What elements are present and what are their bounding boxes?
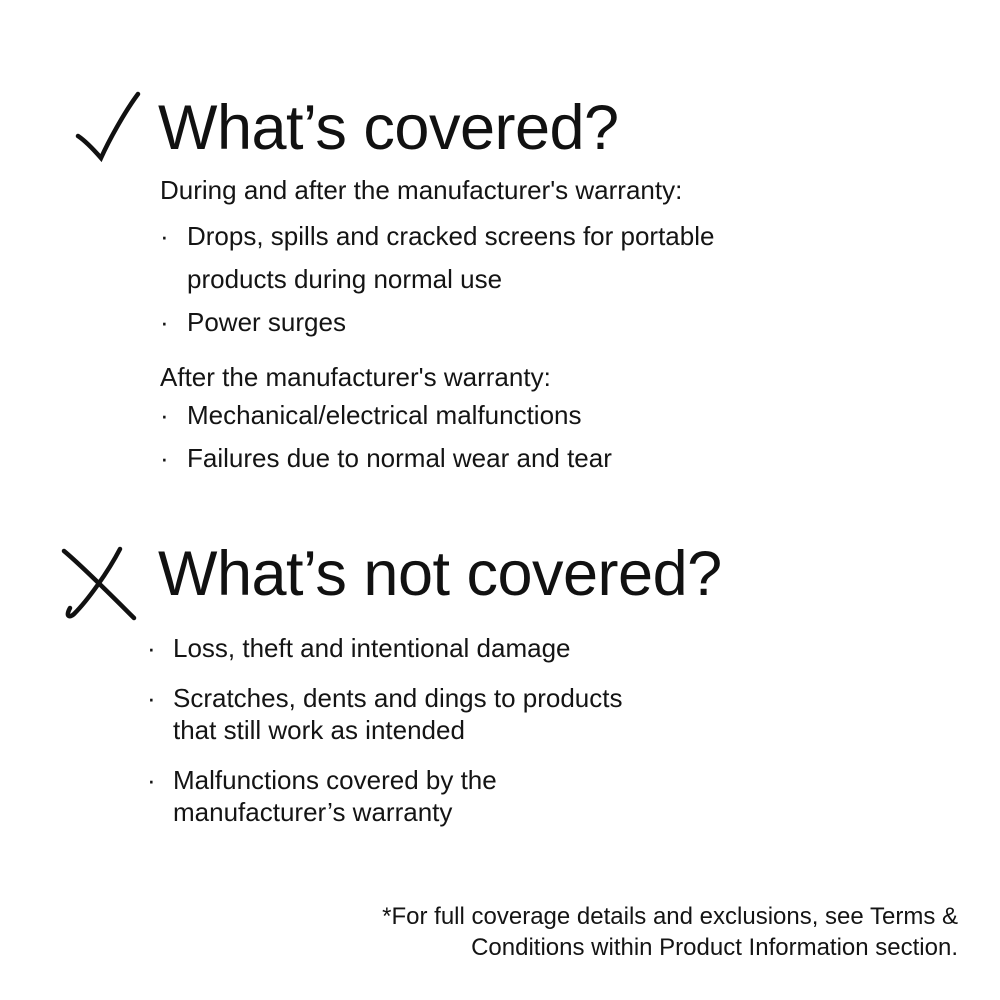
list-item [160, 301, 840, 344]
not-covered-section-title: What’s not covered? [158, 539, 722, 609]
not-covered-list [147, 632, 747, 846]
list-item-text: Loss, theft and intentional damage [173, 633, 571, 663]
list-item [160, 394, 840, 437]
list-item-text: Scratches, dents and dings to products that still work as intended [173, 683, 623, 745]
bullet-dot: · [160, 443, 169, 473]
list-item-text: Drops, spills and cracked screens for portable products during normal use [187, 221, 715, 294]
bullet-dot: · [160, 307, 169, 337]
bullet-dot: · [147, 765, 156, 795]
bullet-dot: · [147, 633, 156, 663]
list-item [147, 764, 747, 828]
list-item [147, 632, 747, 664]
list-item [160, 437, 840, 480]
footnote-line: *For full coverage details and exclusions, see Terms & [382, 903, 958, 930]
check-icon [64, 90, 142, 164]
covered-section-title: What’s covered? [158, 93, 619, 163]
list-item [147, 682, 747, 746]
covered-list-during [160, 215, 840, 344]
list-item [160, 215, 840, 301]
list-item-text: Failures due to normal wear and tear [187, 443, 612, 473]
covered-intro-after: After the manufacturer's warranty: [160, 362, 551, 392]
list-item-text: Mechanical/electrical malfunctions [187, 400, 582, 430]
covered-intro-during: During and after the manufacturer's warranty: [160, 175, 683, 205]
x-icon [52, 544, 140, 628]
bullet-dot: · [160, 400, 169, 430]
list-item-text: Malfunctions covered by the manufacturer’s warranty [173, 765, 497, 827]
footnote-line: Conditions within Product Information section. [471, 934, 958, 961]
bullet-dot: · [160, 221, 169, 251]
covered-section-body [160, 174, 840, 480]
bullet-dot: · [147, 683, 156, 713]
list-item-text: Power surges [187, 307, 346, 337]
footnote [318, 901, 958, 963]
covered-list-after [160, 394, 840, 480]
